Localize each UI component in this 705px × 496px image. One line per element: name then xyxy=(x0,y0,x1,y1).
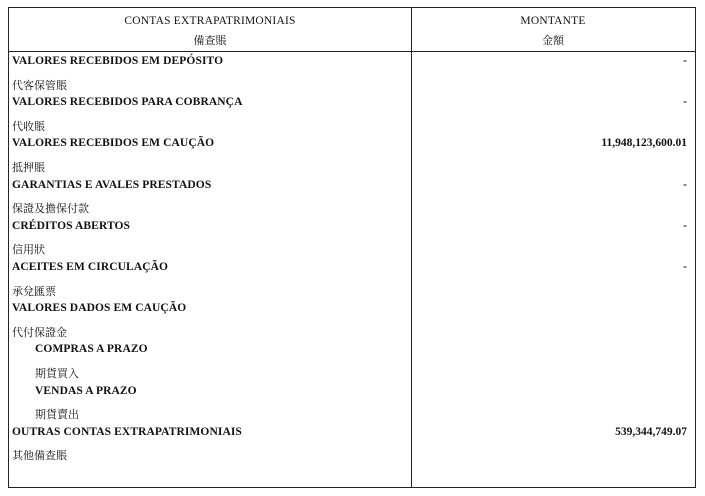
account-label-zh: 代客保管賬 xyxy=(12,78,67,92)
table-row xyxy=(9,115,695,136)
table-row xyxy=(9,238,695,259)
table-row xyxy=(9,321,695,342)
account-label-zh: 信用狀 xyxy=(12,243,45,257)
account-amount: 539,344,749.07 xyxy=(615,425,687,438)
account-label-pt: ACEITES EM CIRCULAÇÃO xyxy=(12,260,169,273)
table-row xyxy=(9,362,695,383)
account-label-pt: VALORES RECEBIDOS EM DEPÓSITO xyxy=(12,55,224,67)
header-amount xyxy=(411,11,695,51)
account-label-pt: COMPRAS A PRAZO xyxy=(35,343,148,356)
account-label-zh: 期貨買入 xyxy=(35,366,79,380)
table-row xyxy=(9,424,695,445)
header-accounts xyxy=(9,11,411,51)
table-row xyxy=(9,53,695,74)
account-label-zh: 代付保證金 xyxy=(12,325,67,339)
header-amount-zh: 金額 xyxy=(542,34,564,47)
account-amount: - xyxy=(683,219,687,232)
account-label-zh: 保證及擔保付款 xyxy=(12,202,89,216)
account-amount: - xyxy=(683,260,687,273)
account-label-pt: GARANTIAS E AVALES PRESTADOS xyxy=(12,178,212,191)
account-amount: 11,948,123,600.01 xyxy=(601,137,687,150)
header-accounts-zh: 備查賬 xyxy=(193,34,227,47)
account-label-zh: 其他備查賬 xyxy=(12,449,67,463)
account-label-pt: VENDAS A PRAZO xyxy=(35,384,137,397)
table-row xyxy=(9,444,695,465)
table-row xyxy=(9,74,695,95)
account-amount: - xyxy=(683,96,687,109)
table-row xyxy=(9,177,695,198)
table-row xyxy=(9,280,695,301)
account-label-zh: 承兌匯票 xyxy=(12,284,56,298)
table-body xyxy=(9,53,695,465)
header-amount-pt: MONTANTE xyxy=(520,15,586,27)
account-label-pt: VALORES RECEBIDOS PARA COBRANÇA xyxy=(12,96,243,109)
table-row xyxy=(9,156,695,177)
table-row xyxy=(9,197,695,218)
table-row xyxy=(9,259,695,280)
account-label-pt: CRÉDITOS ABERTOS xyxy=(12,219,131,232)
account-amount: - xyxy=(683,178,687,191)
table-row xyxy=(9,383,695,404)
header-divider xyxy=(9,51,695,52)
account-label-zh: 期貨賣出 xyxy=(35,408,79,422)
table-row xyxy=(9,341,695,362)
account-label-zh: 抵押賬 xyxy=(12,160,45,174)
table-row xyxy=(9,135,695,156)
table-row xyxy=(9,218,695,239)
table-row xyxy=(9,403,695,424)
account-label-pt: VALORES RECEBIDOS EM CAUÇÃO xyxy=(12,137,215,150)
table-row xyxy=(9,300,695,321)
account-label-pt: VALORES DADOS EM CAUÇÃO xyxy=(12,302,187,315)
header-accounts-pt: CONTAS EXTRAPATRIMONIAIS xyxy=(124,15,296,27)
off-balance-sheet-table xyxy=(8,7,696,488)
account-label-pt: OUTRAS CONTAS EXTRAPATRIMONIAIS xyxy=(12,425,242,438)
account-amount: - xyxy=(683,55,687,67)
table-row xyxy=(9,94,695,115)
account-label-zh: 代收賬 xyxy=(12,119,45,133)
